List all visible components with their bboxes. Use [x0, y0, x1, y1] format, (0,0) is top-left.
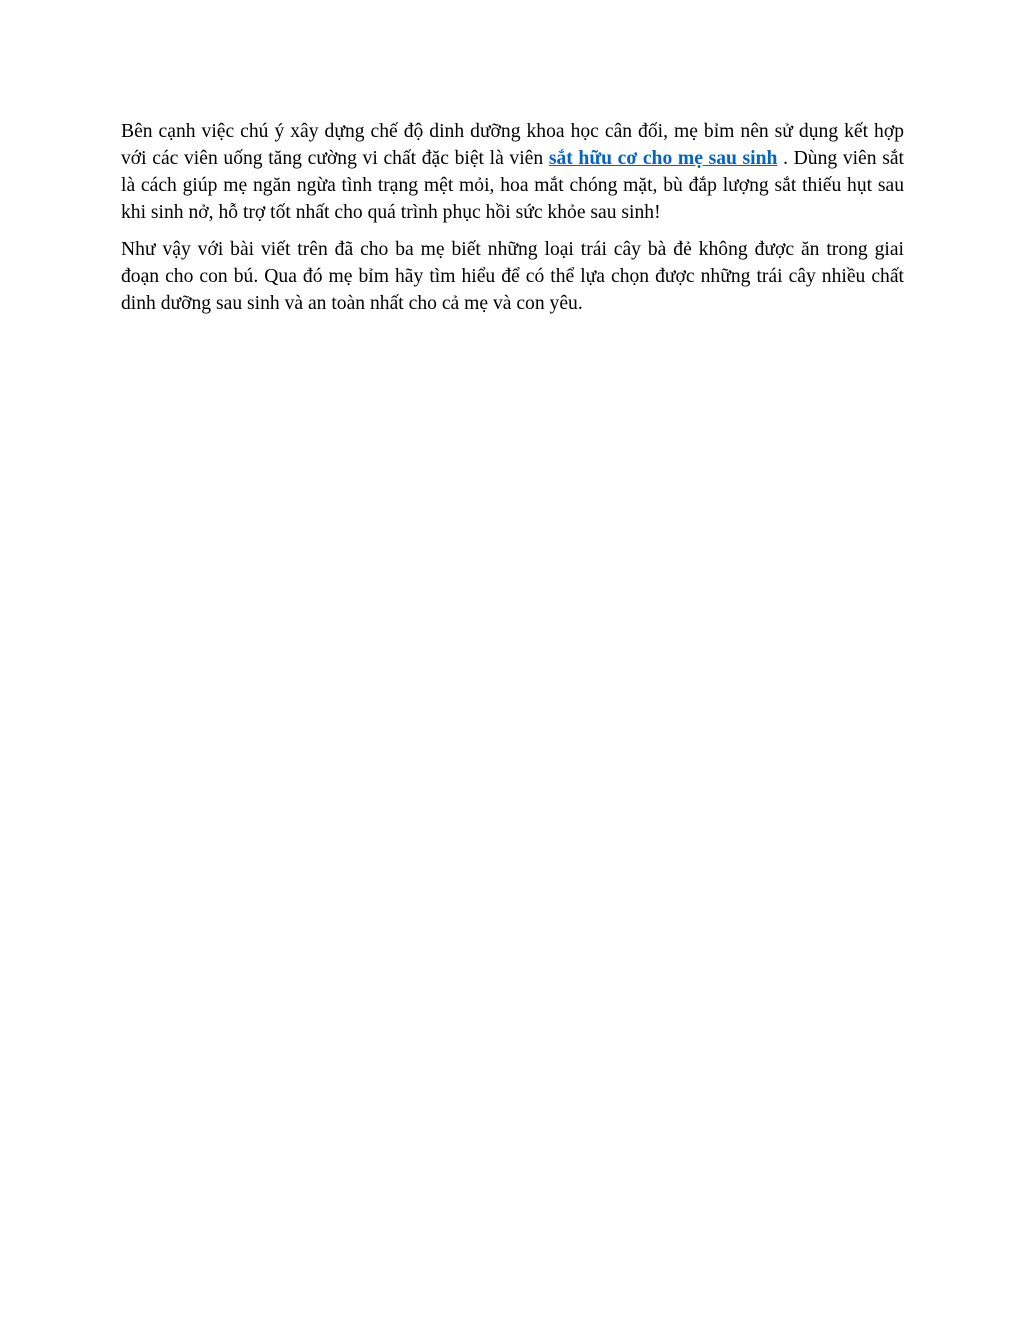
iron-supplement-link[interactable]: sắt hữu cơ cho mẹ sau sinh: [548, 148, 778, 169]
paragraph-conclusion: Như vậy với bài viết trên đã cho ba mẹ biết những loại trái cây bà đẻ không được ăn trong giai đoạn cho con bú. Qua đó mẹ bỉm hãy tìm hiểu để có thể lựa chọn được những trái cây nhiều chất dinh dưỡng sau sinh và an toàn nhất cho cả mẹ và con yêu.: [121, 239, 904, 314]
paragraph-iron-supplement: [121, 118, 904, 226]
paragraph-text-before-link: Bên cạnh việc chú ý xây dựng chế độ dinh dưỡng khoa học cân đối, mẹ bỉm nên sử dụng kết hợp với các viên uống tăng cường vi chất đặc biệt là viên: [121, 121, 904, 169]
document-body: [121, 118, 904, 327]
paragraph-text-after-link: . Dùng viên sắt là cách giúp mẹ ngăn ngừa tình trạng mệt mỏi, hoa mắt chóng mặt, bù đắp lượng sắt thiếu hụt sau khi sinh nở, hỗ trợ tốt nhất cho quá trình phục hồi sức khỏe sau sinh!: [121, 148, 904, 223]
